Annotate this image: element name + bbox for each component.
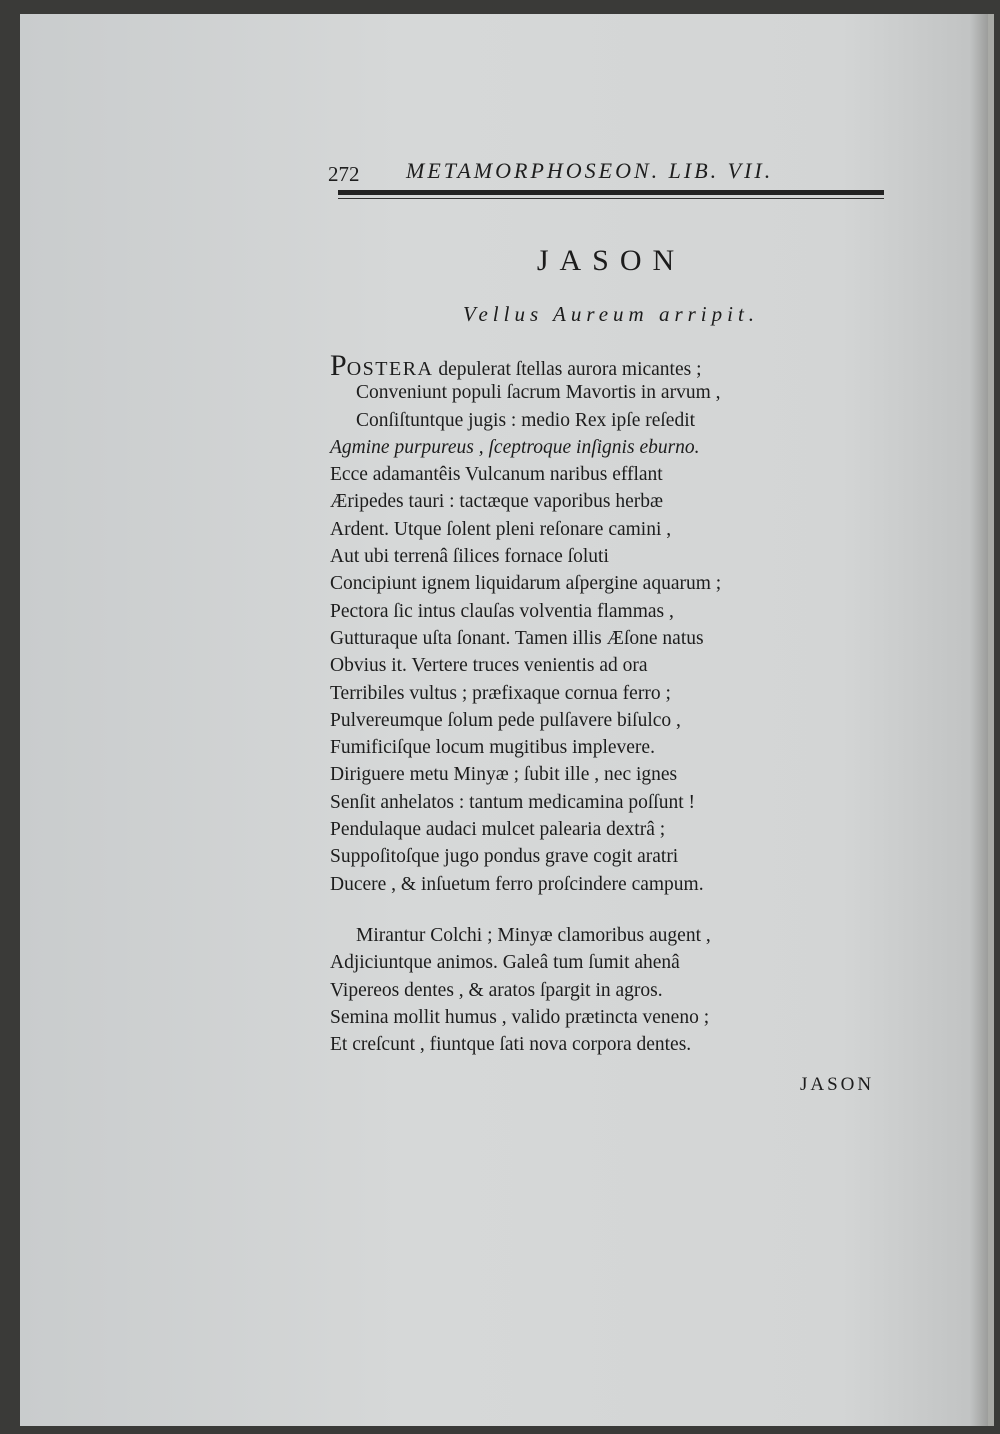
- header-rule-thin: [338, 198, 884, 199]
- section-subtitle: Vellus Aureum arripit.: [462, 302, 760, 326]
- poem-line: Mirantur Colchi ; Minyæ clamoribus augent ,: [356, 924, 711, 946]
- poem-line: Conveniunt populi ſacrum Mavortis in arvum ,: [356, 382, 721, 404]
- poem-line: Et creſcunt , fiuntque ſati nova corpora dentes.: [330, 1034, 692, 1056]
- poem-line: Agmine purpureus , ſceptroque inſignis eburno.: [330, 436, 700, 458]
- poem-line: Conſiſtuntque jugis : medio Rex ipſe reſedit: [356, 409, 696, 431]
- poem-line: Vipereos dentes , & aratos ſpargit in agros.: [330, 979, 663, 1001]
- poem-line: Suppoſitoſque jugo pondus grave cogit aratri: [330, 846, 679, 868]
- poem-line: Senſit anhelatos : tantum medicamina poſſunt !: [330, 791, 696, 813]
- first-line-rest: depulerat ſtellas aurora micantes ;: [433, 359, 702, 380]
- poem-line: Pectora ſic intus clauſas volventia flammas ,: [330, 600, 674, 622]
- page-number: 272: [328, 162, 360, 186]
- poem-line: Ducere , & inſuetum ferro proſcindere campum.: [330, 873, 704, 895]
- poem-line: Ardent. Utque ſolent pleni reſonare camini ,: [330, 518, 672, 540]
- running-title: METAMORPHOSEON. LIB. VII.: [406, 158, 774, 183]
- first-word-smallcaps: OSTERA: [346, 358, 434, 380]
- poem-line: Pendulaque audaci mulcet palearia dextrâ ;: [330, 819, 666, 841]
- poem-text: [330, 349, 800, 1058]
- poem-line: Terribiles vultus ; præfixaque cornua ferro ;: [330, 682, 671, 704]
- catchword: JASON: [800, 1074, 875, 1095]
- poem-line: Obvius it. Vertere truces venientis ad ora: [330, 655, 648, 677]
- poem-line: Gutturaque uſta ſonant. Tamen illis Æſone natus: [330, 627, 704, 649]
- poem-line: Diriguere metu Minyæ ; ſubit ille , nec ignes: [330, 764, 678, 786]
- header-rule: [338, 190, 884, 199]
- stanza-break: [330, 898, 800, 922]
- header-rule-thick: [338, 190, 884, 195]
- poem-line: Adjiciuntque animos. Galeâ tum ſumit ahenâ: [330, 952, 680, 974]
- poem-line: Æripedes tauri : tactæque vaporibus herbæ: [330, 491, 664, 513]
- poem-line: Fumificiſque locum mugitibus implevere.: [330, 737, 655, 759]
- poem-line: Pulvereumque ſolum pede pulſavere biſulco ,: [330, 709, 681, 731]
- poem-line: Concipiunt ignem liquidarum aſpergine aquarum ;: [330, 573, 722, 595]
- poem-first-line: [330, 349, 800, 382]
- poem-line: Semina mollit humus , valido prætincta veneno ;: [330, 1006, 710, 1028]
- poem-line: Ecce adamantêis Vulcanum naribus efflant: [330, 464, 663, 486]
- poem-line: Aut ubi terrenâ ſilices fornace ſoluti: [330, 546, 609, 568]
- page-gutter-shadow: [970, 14, 988, 1426]
- section-title: JASON: [536, 244, 686, 277]
- dropcap: P: [330, 349, 347, 382]
